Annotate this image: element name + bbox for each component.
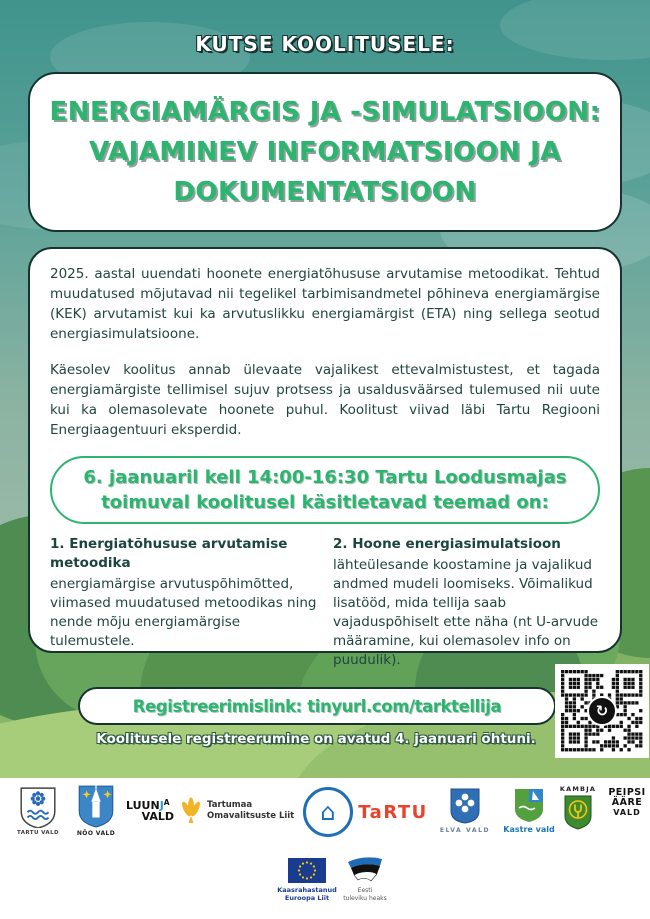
footer-logo-strip — [0, 778, 650, 919]
lyre-shield-icon — [563, 794, 593, 830]
intro-paragraph-2: Käesolev koolitus annab ülevaate vajalikest ettevalmistustest, et tagada energiamärgiste tellimisel sujuv protsess ja usaldusväärsed tulemused nii uute kui ka olemasolevate hoonete puhul. Koolitust viivad läbi Tartu Regiooni Energiaagentuuri eksperdid. — [50, 362, 600, 438]
logo-estonia-future — [332, 856, 398, 902]
topic-1-body: energiamärgise arvutuspõhimõtted, viimased muudatused metoodikas ning nende mõju energiamärgise tulemustele. — [50, 576, 317, 649]
logo-kambja-vald — [552, 785, 604, 830]
cornflower-shield-icon — [19, 786, 57, 828]
logo-caption: Kaasrahastanud Euroopa Liit — [277, 886, 337, 902]
logo-caption: Eesti tuleviku heaks — [343, 887, 387, 902]
registration-link[interactable]: Registreerimislink: tinyurl.com/tarktellija — [78, 687, 556, 725]
schedule-banner: 6. jaanuaril kell 14:00-16:30 Tartu Loodusmajas toimuval koolitusel käsitletavad teemad on: — [50, 456, 600, 524]
church-shield-icon — [77, 784, 115, 828]
intro-paragraph-1: 2025. aastal uuendati hoonete energiatõhususe arvutamise metoodikat. Tehtud muudatused mõjutavad nii tegelikel tarbimisandmetel põhineva energiamärgise (KEK) arvutamist kui ka arvutuslikku energiamärgist (ETA) ning sellega seotud energiasimulatsioone. — [50, 266, 600, 342]
logo-tartu-vald — [10, 786, 66, 836]
logo-peipsiaare-vald — [604, 788, 650, 817]
logo-wordmark: VALD — [613, 808, 641, 817]
blue-j-glyph: J — [159, 799, 164, 812]
topic-1-heading: 1. Energiatõhususe arvutamise metoodika — [50, 536, 288, 571]
title-box — [28, 72, 622, 232]
logo-tartu-regiooni-energiaagentuur — [300, 787, 356, 837]
topics-columns — [50, 535, 600, 670]
logo-tartu-city — [356, 802, 430, 823]
topic-2-heading: 2. Hoone energiasimulatsioon — [333, 536, 561, 552]
ornament-shield-icon — [449, 787, 481, 825]
page-title-line: VAJAMINEV INFORMATSIOON JA — [89, 137, 561, 167]
topic-2 — [333, 535, 600, 670]
wheat-sheaf-icon — [180, 796, 202, 826]
house-icon: ⌂ — [320, 798, 336, 826]
kicker-text: KUTSE KOOLITUSELE: — [195, 32, 455, 56]
logo-wordmark: TaRTU — [358, 802, 428, 823]
logo-caption: NÕO VALD — [76, 830, 116, 837]
logo-caption: ELVA VALD — [439, 827, 491, 834]
logo-luunja-vald — [126, 798, 178, 822]
logo-tartumaa-omavalitsuste-liit — [180, 796, 296, 826]
logo-wordmark: $LUUNJ^A$ — [126, 798, 170, 812]
intro-box — [28, 247, 622, 668]
topic-2-body: lähteülesande koostamine ja vajalikud andmed mudeli loomiseks. Võimalikud lisatööd, mida tellija saab vajaduspõhiselt ette näha (nt U-arvude määramine, kui olemasolev info on puudulik). — [333, 557, 599, 668]
page-title-line: DOKUMENTATSIOON — [173, 177, 477, 207]
eu-flag-icon — [288, 858, 326, 883]
logo-kastre-vald — [498, 787, 560, 834]
logo-caption: Tartumaa Omavalitsuste Liit — [207, 800, 295, 821]
refresh-arrow-icon: ↻ — [587, 696, 617, 726]
logo-wordmark: VALD — [141, 810, 174, 823]
topic-1 — [50, 535, 317, 670]
logo-elva-vald — [434, 787, 496, 834]
page-title-line: ENERGIAMÄRGIS JA -SIMULATSIOON: — [49, 97, 601, 127]
registration-deadline-note: Koolitusele registreerumine on avatud 4. jaanuari õhtuni. — [96, 731, 536, 747]
estonia-flag-swallow-icon — [345, 856, 385, 884]
sail-shield-icon — [513, 787, 545, 823]
logo-wordmark: ÄÄRE — [611, 796, 643, 808]
logo-wordmark: PEIPSI — [608, 787, 646, 798]
logo-caption: Kastre vald — [503, 825, 555, 834]
logo-caption: KAMBJA — [559, 785, 597, 793]
logo-caption: TARTU VALD — [17, 830, 59, 836]
qr-code — [555, 664, 649, 758]
energy-agency-circle-icon — [303, 787, 353, 837]
logo-noo-vald — [68, 784, 124, 837]
